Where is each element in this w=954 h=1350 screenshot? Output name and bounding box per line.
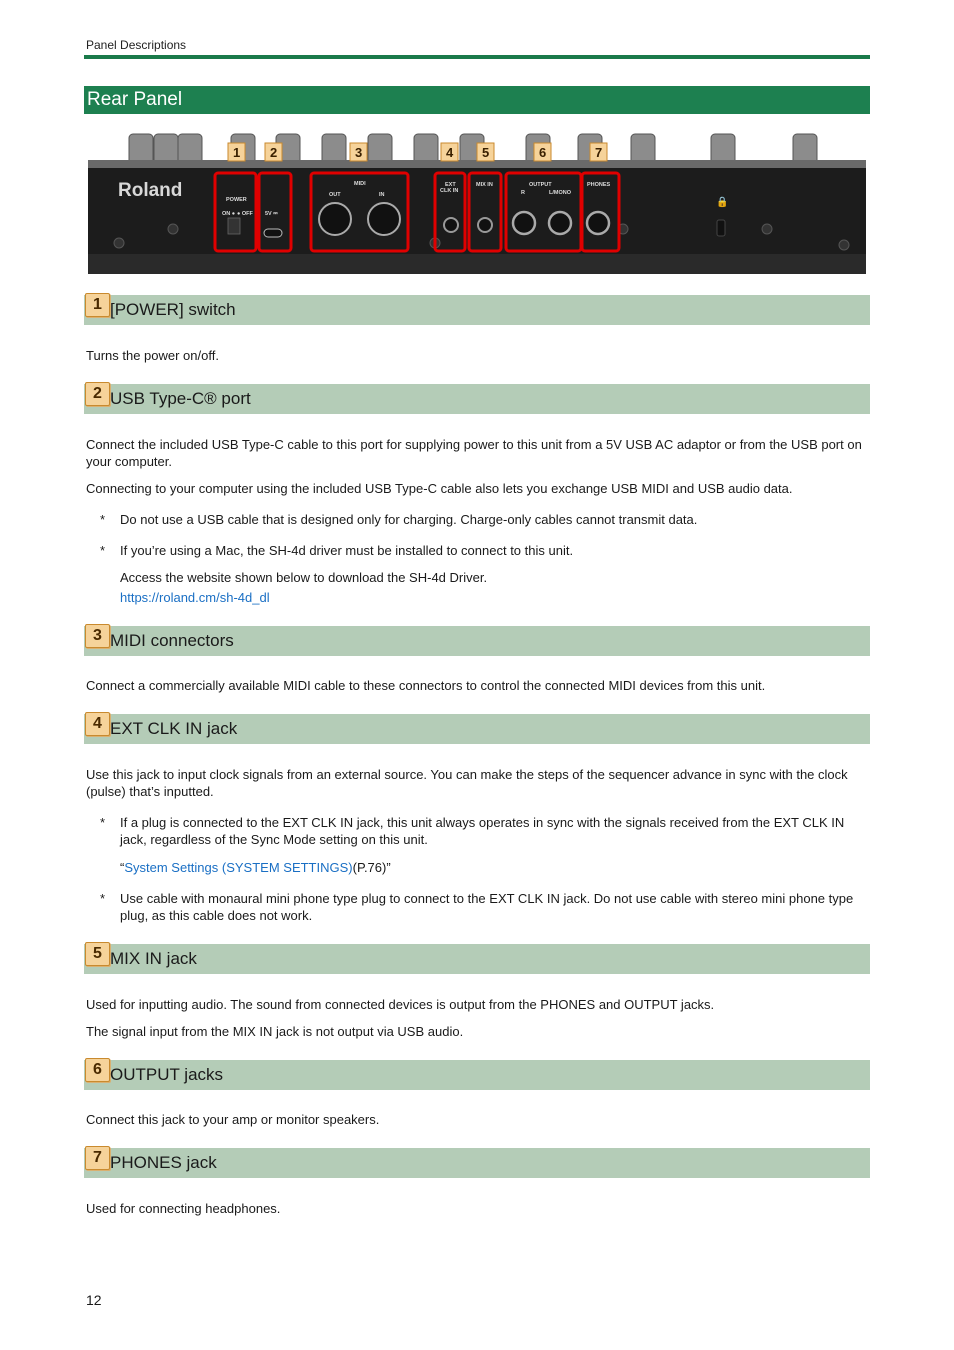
svg-text:5: 5 [482, 145, 490, 160]
item-title: MIX IN jack [110, 949, 197, 968]
phones-jack [587, 212, 609, 234]
svg-text:1: 1 [233, 145, 241, 160]
item-number-badge: 1 [85, 293, 110, 317]
mix-in-jack [478, 218, 492, 232]
page-number: 12 [86, 1292, 102, 1308]
usb-c-port [264, 229, 282, 237]
svg-text:2: 2 [270, 145, 278, 160]
svg-text:OUTPUT: OUTPUT [529, 182, 552, 188]
asterisk-mark: * [100, 543, 106, 558]
svg-text:L/MONO: L/MONO [549, 190, 571, 196]
item-heading-power [84, 295, 870, 325]
svg-text:PHONES: PHONES [587, 182, 611, 188]
mix-in-paragraph-1: Used for inputting audio. The sound from connected devices is output from the PHONES and OUTPUT jacks. [86, 997, 715, 1012]
item-title: EXT CLK IN jack [110, 719, 238, 738]
svg-text:ON ●: ON ● [222, 211, 236, 217]
usb-paragraph-2: Connecting to your computer using the included USB Type-C cable also lets you exchange USB MIDI and USB audio data. [86, 481, 793, 496]
asterisk-mark: * [100, 891, 106, 906]
ext-clk-paragraph: Use this jack to input clock signals from an external source. You can make the steps of the sequencer advance in sync with the clock (pulse) that’s inputted. [86, 767, 848, 799]
system-settings-link[interactable]: System Settings (SYSTEM SETTINGS) [124, 860, 353, 875]
usb-driver-instruction: Access the website shown below to download the SH-4d Driver. [120, 570, 488, 585]
svg-text:CLK IN: CLK IN [440, 188, 459, 194]
item-title: PHONES jack [110, 1153, 217, 1172]
roland-logo: Roland [118, 180, 183, 201]
item-title: MIDI connectors [110, 631, 234, 650]
mix-in-paragraph-2: The signal input from the MIX IN jack is not output via USB audio. [86, 1024, 464, 1039]
item-number-badge: 3 [85, 624, 110, 648]
output-description: Connect this jack to your amp or monitor speakers. [86, 1112, 380, 1127]
svg-text:6: 6 [539, 145, 547, 160]
item-title: [POWER] switch [110, 300, 236, 319]
svg-text:3: 3 [355, 145, 363, 160]
item-number-badge: 7 [85, 1146, 110, 1170]
svg-text:● OFF: ● OFF [237, 211, 253, 217]
output-l-jack [549, 212, 571, 234]
ext-clk-jack [444, 218, 458, 232]
item-number-badge: 5 [85, 942, 110, 966]
svg-text:POWER: POWER [226, 197, 247, 203]
item-heading-mix-in [84, 944, 870, 974]
phones-description: Used for connecting headphones. [86, 1201, 281, 1216]
midi-in-connector [368, 203, 400, 235]
item-number-badge: 6 [85, 1058, 110, 1082]
svg-text:R: R [521, 190, 525, 196]
output-r-jack [513, 212, 535, 234]
item-heading-usb [84, 384, 870, 414]
header-rule [84, 55, 870, 59]
asterisk-mark: * [100, 512, 106, 527]
power-description: Turns the power on/off. [86, 348, 219, 363]
item-title: USB Type-C® port [110, 389, 251, 408]
svg-text:EXT: EXT [445, 182, 456, 188]
item-heading-output [84, 1060, 870, 1090]
item-title: OUTPUT jacks [110, 1065, 224, 1084]
svg-text:MIX IN: MIX IN [476, 182, 493, 188]
item-heading-phones [84, 1148, 870, 1178]
svg-text:4: 4 [446, 145, 454, 160]
svg-text:MIDI: MIDI [354, 181, 366, 187]
midi-out-connector [319, 203, 351, 235]
svg-text:OUT: OUT [329, 192, 341, 198]
running-head: Panel Descriptions [86, 38, 187, 52]
item-heading-midi [84, 626, 870, 656]
power-switch [228, 218, 240, 234]
svg-text:5V ⎓: 5V ⎓ [265, 211, 278, 217]
item-number-badge: 2 [85, 382, 110, 406]
driver-download-link[interactable]: https://roland.cm/sh-4d_dl [120, 590, 270, 605]
security-slot [717, 220, 725, 236]
item-heading-ext-clk [84, 714, 870, 744]
section-title: Rear Panel [84, 86, 870, 114]
system-settings-reference: “System Settings (SYSTEM SETTINGS)(P.76)” [120, 860, 391, 875]
lock-icon: 🔒 [716, 197, 729, 208]
item-number-badge: 4 [85, 712, 110, 736]
rear-panel-image [86, 130, 868, 276]
midi-description: Connect a commercially available MIDI cable to these connectors to control the connected MIDI devices from this unit. [86, 678, 766, 693]
svg-text:IN: IN [379, 192, 385, 198]
svg-text:7: 7 [595, 145, 603, 160]
asterisk-mark: * [100, 815, 106, 830]
usb-paragraph-1: Connect the included USB Type-C cable to this port for supplying power to this unit from a 5V USB AC adaptor or from the USB port on your computer. [86, 437, 862, 469]
